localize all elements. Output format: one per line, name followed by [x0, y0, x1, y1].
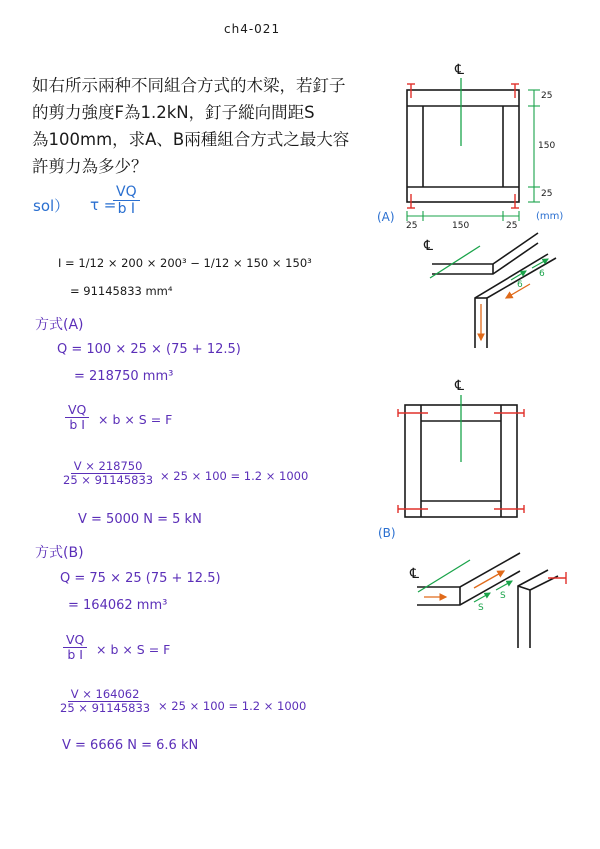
page-code: ch4-021 — [224, 22, 281, 36]
method-a-eq2-numerator: V × 218750 — [71, 460, 146, 474]
solution-label: sol） — [33, 197, 70, 215]
problem-line-1: 如右所示兩种不同組合方式的木梁，若釘子 — [32, 76, 346, 95]
figure-b-centerline-label: ℄ — [455, 378, 464, 394]
method-a-eq1-rest: × b × S = F — [98, 412, 173, 427]
figure-a-label: (A) — [377, 210, 395, 224]
figure-a-section — [407, 90, 519, 202]
problem-line-4: 許剪力為多少？ — [32, 157, 148, 176]
figure-a-dim-bot: 25 — [541, 189, 553, 199]
method-a-q-line-1: Q = 100 × 25 × (75 + 12.5) — [57, 342, 241, 357]
figure-a-dim-left: 25 — [406, 221, 418, 231]
figure-a-dim-top: 25 — [541, 91, 553, 101]
tau-denominator: b I — [117, 201, 136, 218]
method-b-q-line-2: = 164062 mm³ — [68, 598, 168, 613]
method-a-result: V = 5000 N = 5 kN — [78, 512, 202, 527]
figure-a-detail — [432, 233, 556, 348]
method-a-eq1-denominator: b I — [69, 417, 85, 433]
figure-a-dim-mid: 150 — [538, 141, 556, 151]
tau-lhs: τ = — [90, 196, 117, 214]
figure-b-detail — [417, 553, 558, 648]
method-b-label: 方式(B) — [35, 545, 84, 561]
figure-b-detail-spacing-label-1: S — [478, 603, 484, 613]
method-b-eq2-rest: × 25 × 100 = 1.2 × 1000 — [158, 699, 307, 713]
method-b-eq1-rest: × b × S = F — [96, 642, 171, 657]
figure-a-detail-spacing-label-2: 6 — [539, 269, 545, 279]
method-a-eq2-denominator: 25 × 91145833 — [63, 473, 154, 488]
method-b-eq2-denominator: 25 × 91145833 — [60, 701, 151, 716]
figure-a-horizontal-dimension — [407, 211, 519, 221]
method-a-eq2-rest: × 25 × 100 = 1.2 × 1000 — [160, 469, 309, 483]
method-a-label: 方式(A) — [35, 317, 84, 333]
figure-b-detail-centerline-label: ℄ — [410, 566, 419, 582]
figure-a-detail-shear-arrows — [481, 284, 530, 340]
figure-a-centerline-label: ℄ — [455, 62, 464, 78]
method-a-q-line-2: = 218750 mm³ — [74, 369, 174, 384]
figure-a-detail-spacing-label-1: 6 — [517, 280, 523, 290]
figure-b-label: (B) — [378, 526, 396, 540]
figure-b-detail-nails — [548, 572, 566, 584]
figure-b-detail-spacing-label-2: S — [500, 591, 506, 601]
figure-a-dim-right: 25 — [506, 221, 518, 231]
method-b-eq2-numerator: V × 164062 — [68, 688, 143, 702]
figure-a-detail-centerline-label: ℄ — [424, 238, 433, 254]
method-b-eq1-numerator: VQ — [63, 633, 87, 648]
method-a-eq1-numerator: VQ — [65, 403, 89, 418]
method-b-q-line-1: Q = 75 × 25 (75 + 12.5) — [60, 571, 221, 586]
problem-line-3: 為100mm，求A、B兩種組合方式之最大容 — [32, 130, 350, 149]
method-b-result: V = 6666 N = 6.6 kN — [62, 738, 199, 753]
figure-a-dim-center: 150 — [452, 221, 470, 231]
tau-numerator: VQ — [113, 184, 140, 201]
problem-line-2: 的剪力強度F為1.2kN，釘子縱向間距S — [32, 103, 315, 122]
method-b-eq1-denominator: b I — [67, 647, 83, 663]
inertia-line-2: = 91145833 mm⁴ — [70, 284, 173, 298]
figure-a-units: (mm) — [536, 211, 564, 222]
inertia-line-1: I = 1/12 × 200 × 200³ − 1/12 × 150 × 150³ — [58, 256, 312, 270]
